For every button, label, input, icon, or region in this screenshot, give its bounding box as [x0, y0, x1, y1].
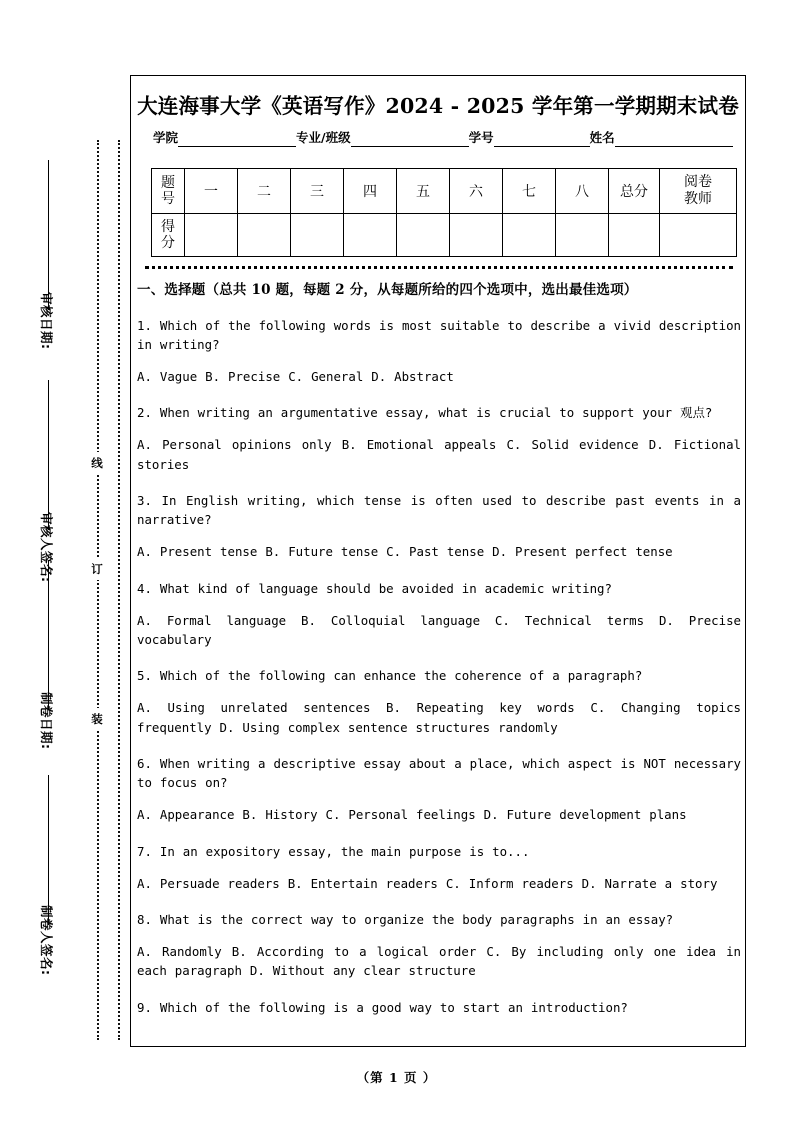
score-col-header-total: 总分: [609, 169, 660, 214]
table-row-scores: [152, 214, 737, 257]
fold-mark-line: 线: [89, 452, 105, 474]
question-options: A. Persuade readers B. Entertain readers C. Inform readers D. Narrate a story: [137, 875, 718, 891]
score-cell-5[interactable]: [397, 214, 450, 257]
question-options: A. Appearance B. History C. Personal feelings D. Future development plans: [137, 807, 687, 823]
question-options: A. Randomly B. According to a logical order C. By including only one idea in each paragraph D. Without any clear structure: [137, 944, 741, 979]
section-heading-multiple-choice: 一、选择题（总共 10 题，每题 2 分，从每题所给的四个选项中，选出最佳选项）: [137, 282, 638, 298]
question-item: [137, 316, 741, 387]
field-major-class: [296, 128, 469, 147]
field-student-id: [469, 128, 590, 147]
binding-margin: [0, 0, 120, 1122]
score-col-header-3: 三: [291, 169, 344, 214]
score-col-header-4: 四: [344, 169, 397, 214]
fold-mark-bind: 订: [89, 558, 105, 580]
exam-paper-frame: [130, 75, 746, 1047]
score-col-header-5: 五: [397, 169, 450, 214]
question-stem: 6. When writing a descriptive essay about a place, which aspect is NOT necessary to focus on?: [137, 755, 741, 791]
score-cell-grader[interactable]: [660, 214, 737, 257]
margin-rule-lower: [48, 775, 49, 925]
question-options: A. Present tense B. Future tense C. Past tense D. Present perfect tense: [137, 544, 673, 560]
score-cell-6[interactable]: [450, 214, 503, 257]
question-item: [137, 910, 741, 981]
binding-dotted-line-outer: [118, 140, 120, 1040]
margin-rule-mid-lower: [48, 560, 49, 710]
score-table: [151, 168, 737, 257]
score-col-header-6: 六: [450, 169, 503, 214]
question-item: [137, 754, 741, 825]
question-options: A. Using unrelated sentences B. Repeating key words C. Changing topics frequently D. Using complex sentence structures randomly: [137, 700, 741, 735]
page-number-footer: （第 1 页 ）: [356, 1070, 437, 1085]
question-stem: 3. In English writing, which tense is often used to describe past events in a narrative?: [137, 492, 741, 528]
exam-body: [137, 281, 741, 1017]
margin-rule-mid-upper: [48, 380, 49, 530]
field-name: [590, 128, 733, 147]
score-cell-8[interactable]: [556, 214, 609, 257]
score-col-header-2: 二: [238, 169, 291, 214]
binding-dotted-line-inner: [97, 140, 99, 1040]
section-divider: [145, 266, 733, 269]
question-stem: 2. When writing an argumentative essay, what is crucial to support your 观点?: [137, 405, 713, 421]
score-cell-2[interactable]: [238, 214, 291, 257]
margin-label-prepare-date: 制卷日期:: [39, 692, 54, 750]
table-row-question-numbers: [152, 169, 737, 214]
question-stem: 5. Which of the following can enhance the coherence of a paragraph?: [137, 668, 643, 684]
score-col-header-grader: [660, 169, 737, 214]
question-item: [137, 666, 741, 737]
question-item: [137, 491, 741, 562]
score-col-header-8: 八: [556, 169, 609, 214]
question-stem: 9. Which of the following is a good way to start an introduction?: [137, 999, 628, 1015]
row-header-question-char2: 号: [161, 191, 175, 207]
margin-rule-upper: [48, 160, 49, 310]
score-cell-7[interactable]: [503, 214, 556, 257]
question-item: [137, 998, 741, 1017]
question-item: [137, 579, 741, 650]
score-cell-4[interactable]: [344, 214, 397, 257]
student-identity-fields: [153, 128, 731, 147]
fold-mark-pack: 装: [89, 708, 105, 730]
margin-label-reviewer-signature: 审核人签名:: [39, 512, 54, 583]
field-college-label: 学院: [153, 130, 179, 145]
score-table-row-header-question: [152, 169, 185, 214]
question-stem: 1. Which of the following words is most suitable to describe a vivid description in writing?: [137, 317, 741, 352]
field-college: [153, 128, 296, 147]
row-header-score-char2: 分: [161, 235, 175, 251]
question-options: A. Formal language B. Colloquial language C. Technical terms D. Precise vocabulary: [137, 612, 741, 647]
field-name-input[interactable]: [615, 133, 733, 147]
score-cell-3[interactable]: [291, 214, 344, 257]
question-stem: 4. What kind of language should be avoided in academic writing?: [137, 580, 612, 596]
page-title: 大连海事大学《英语写作》2024 - 2025 学年第一学期期末试卷: [137, 94, 739, 118]
question-options: A. Vague B. Precise C. General D. Abstract: [137, 369, 454, 384]
score-cell-1[interactable]: [185, 214, 238, 257]
field-student-id-input[interactable]: [494, 133, 590, 147]
grader-label-char1: 阅卷: [684, 174, 712, 191]
score-col-header-1: 一: [185, 169, 238, 214]
row-header-question-char1: 题: [161, 174, 175, 191]
question-options: A. Personal opinions only B. Emotional appeals C. Solid evidence D. Fictional stories: [137, 437, 741, 472]
score-cell-total[interactable]: [609, 214, 660, 257]
score-table-row-header-score: [152, 214, 185, 257]
field-student-id-label: 学号: [468, 130, 494, 145]
margin-label-preparer-signature: 制卷人签名:: [39, 905, 54, 976]
row-header-score-char1: 得: [161, 218, 175, 235]
field-name-label: 姓名: [589, 130, 615, 145]
question-stem: 7. In an expository essay, the main purpose is to...: [137, 843, 530, 859]
grader-label-char2: 教师: [684, 191, 712, 207]
question-item: [137, 403, 741, 474]
question-item: [137, 842, 741, 893]
margin-label-review-date: 审核日期:: [39, 292, 54, 350]
field-major-class-input[interactable]: [351, 133, 469, 147]
field-college-input[interactable]: [178, 133, 296, 147]
question-stem: 8. What is the correct way to organize the body paragraphs in an essay?: [137, 911, 674, 927]
field-major-class-label: 专业/班级: [296, 130, 351, 145]
score-col-header-7: 七: [503, 169, 556, 214]
